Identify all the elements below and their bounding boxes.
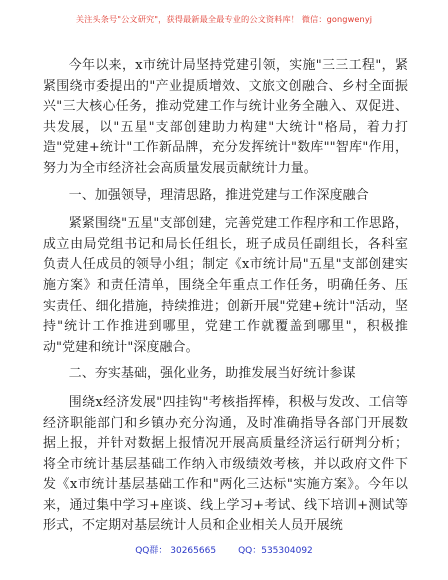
- section-2-paragraph: 围绕x经济发展"四挂钩"考核指挥棒，积极与发改、工信等经济职能部门和乡镇办充分沟通，及时准确指导各部门开展数据上报，并针对数据上报情况开展高质量经济运行研判分析；将全市统计基层基础工作纳入市级绩效考核，并以政府文件下发《x市统计基层基础工作和"两化三达标"实施方案》。今年以来，通过集中学习+座谈、线上学习+考试、线下培训+测试等形式，不定期对基层统计人员和企业相关人员开展统: [43, 394, 408, 534]
- document-body: [43, 56, 408, 537]
- header-banner: 关注头条号"公文研究"，获得最新最全最专业的公文资料库！ 微信：gongwenyj: [75, 14, 373, 24]
- footer-contact: [0, 543, 448, 556]
- section-1-paragraph: 紧紧围绕"五星"支部创建，完善党建工作程序和工作思路，成立由局党组书记和局长任组长，班子成员任副组长，各科室负责人任成员的领导小组；制定《x市统计局"五星"支部创建实施方案》和责任清单，围绕全年重点工作任务，明确任务、压实责任、细化措施，持续推进；创新开展"党建+统计"活动，坚持"统计工作推进到哪里，党建工作就覆盖到哪里"，积极推动"党建和统计"深度融合。: [43, 216, 408, 355]
- section-1-heading: 一、加强领导，理清思路，推进党建与工作深度融合: [68, 187, 369, 203]
- footer-qq-group: QQ群： 30265665: [135, 546, 217, 556]
- footer-qq: QQ：535304092: [238, 546, 313, 556]
- intro-paragraph: 今年以来，x市统计局坚持党建引领，实施"三三工程"，紧紧围绕市委提出的"产业提质增效、文旅文创融合、乡村全面振兴"三大核心任务，推动党建工作与统计业务全融入、双促进、共发展，以"五星"支部创建助力构建"大统计"格局，着力打造"党建+统计"工作新品牌，充分发挥统计"数库""智库"作用，努力为全市经济社会高质量发展贡献统计力量。: [43, 58, 408, 176]
- section-2-heading: 二、夯实基础，强化业务，助推发展当好统计参谋: [68, 366, 356, 382]
